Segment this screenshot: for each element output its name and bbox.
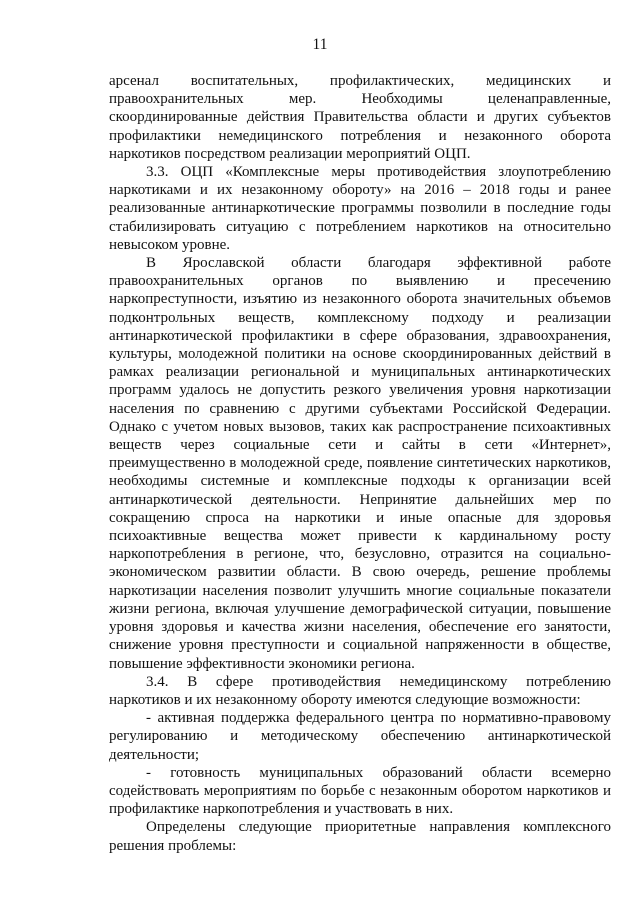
paragraph-section-3-4: 3.4. В сфере противодействия немедицинскому потреблению наркотиков и их незаконному обороту имеются следующие возможности: <box>109 673 611 708</box>
paragraph-yaroslavl-region: В Ярославской области благодаря эффективной работе правоохранительных органов по выявлению и пресечению наркопреступности, изъятию из незаконного оборота значительных объемов подконтрольных веществ, комплексному подходу и реализации антинаркотической профилактики в сфере образования, здравоохранения, культуры, молодежной политики на основе скоординированных действий в рамках реализации региональной и муниципальных антинаркотических программ удалось не допустить резкого увеличения уровня наркотизации населения по сравнению с другими субъектами Российской Федерации. Однако с учетом новых вызовов, таких как распространение психоактивных веществ через социальные сети и сайты в сети «Интернет», преимущественно в молодежной среде, появление синтетических наркотиков, необходимы системные и комплексные подходы к организации всей антинаркотической деятельности. Непринятие дальнейших мер по сокращению спроса на наркотики и иные опасные для здоровья психоактивные вещества может привести к кардинальному росту наркопотребления в регионе, что, безусловно, отразится на социально-экономическом развитии области. В свою очередь, решение проблемы наркотизации населения позволит улучшить многие социальные показатели жизни региона, включая улучшение демографической ситуации, повышение уровня здоровья и качества жизни населения, обеспечение его занятости, снижение уровня преступности и социальной напряженности в обществе, повышение эффективности экономики региона. <box>109 255 611 672</box>
document-body <box>109 72 611 855</box>
list-item-federal-support: - активная поддержка федерального центра по нормативно-правовому регулированию и методическому обеспечению антинаркотической деятельности; <box>109 710 611 763</box>
list-item-municipal-readiness: - готовность муниципальных образований области всемерно содействовать мероприятиям по борьбе с незаконным оборотом наркотиков и профилактике наркопотребления и участвовать в них. <box>109 764 611 818</box>
page-number: 11 <box>312 36 328 53</box>
paragraph-priority-directions: Определены следующие приоритетные направления комплексного решения проблемы: <box>109 819 611 854</box>
paragraph-continuation: арсенал воспитательных, профилактических, медицинских и правоохранительных мер. Необходимы целенаправленные, скоординированные действия Правительства области и других субъектов профилактики немедицинского потребления и незаконного оборота наркотиков посредством реализации мероприятий ОЦП. <box>109 73 611 162</box>
paragraph-section-3-3: 3.3. ОЦП «Комплексные меры противодействия злоупотреблению наркотиками и их незаконному обороту» на 2016 – 2018 годы и ранее реализованные антинаркотические программы позволили в последние годы стабилизировать ситуацию с потреблением наркотиков на относительно невысоком уровне. <box>109 164 611 253</box>
